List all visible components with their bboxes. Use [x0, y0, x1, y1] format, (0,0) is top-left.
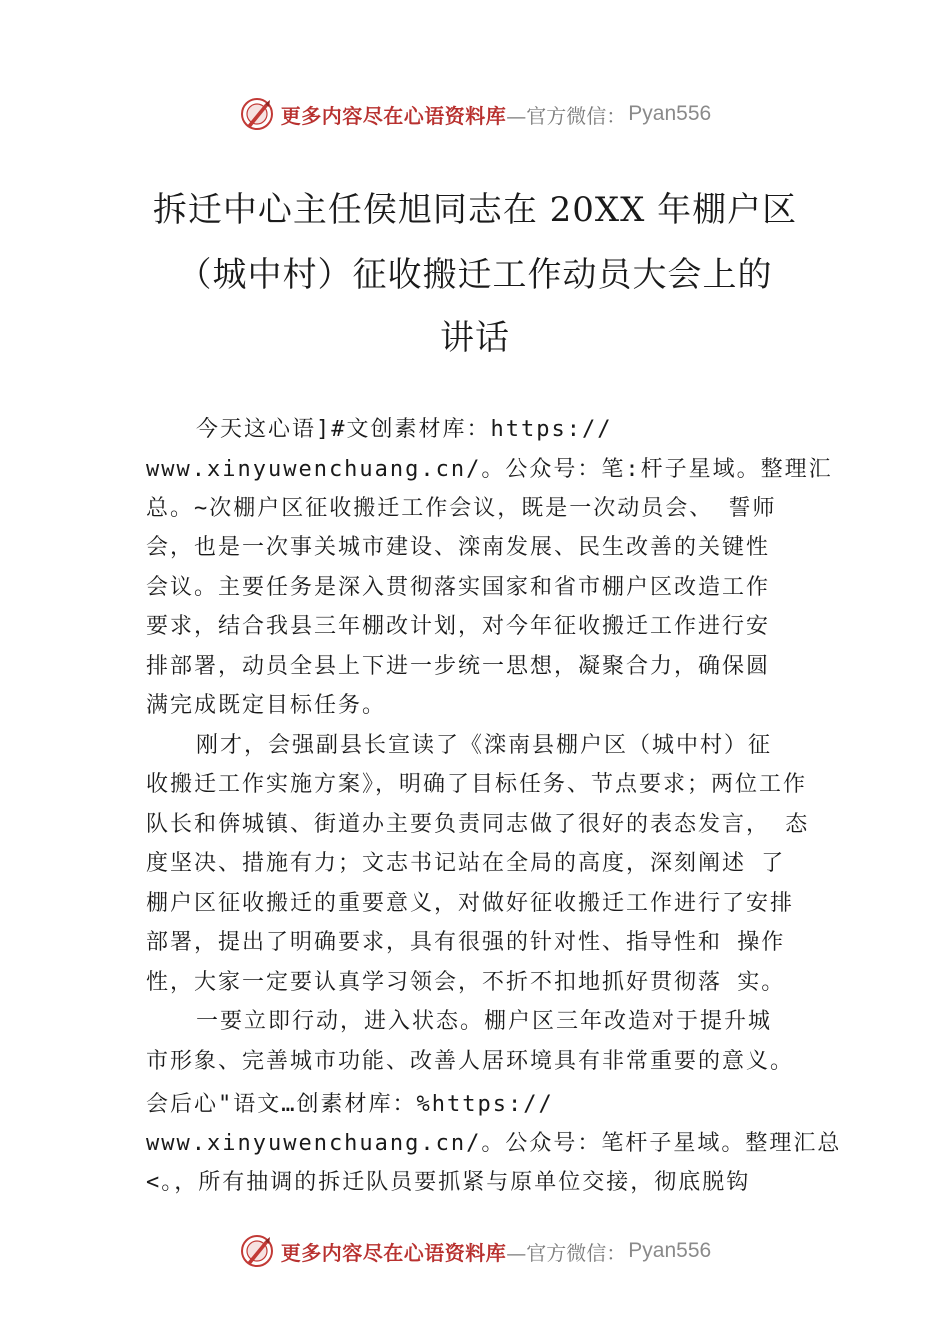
document-title-line-3: 讲话	[440, 318, 510, 358]
body-line: www.xinyuwenchuang.cn/。公众号：笔:杆子星域。整理汇	[146, 457, 833, 482]
header-banner	[0, 92, 950, 136]
footer-banner	[0, 1229, 950, 1273]
banner-main-text: 更多内容尽在心语资料库	[280, 103, 507, 128]
body-line: 度坚决、措施有力；文志书记站在全局的高度，深刻阐述 了	[146, 851, 786, 876]
body-line: 队长和倴城镇、街道办主要负责同志做了很好的表态发言， 态	[146, 812, 810, 837]
banner-main-text: 更多内容尽在心语资料库	[280, 1240, 507, 1265]
body-line: 会议。主要任务是深入贯彻落实国家和省市棚户区改造工作	[146, 575, 771, 600]
quill-logo-icon	[239, 96, 275, 132]
body-line: 今天这心语]#文创素材库：https://	[196, 417, 613, 442]
banner-wechat-id: Pyan556	[628, 102, 712, 125]
body-line: 一要立即行动，进入状态。棚户区三年改造对于提升城	[196, 1009, 773, 1034]
body-line: <。，所有抽调的拆迁队员要抓紧与原单位交接，彻底脱钩	[146, 1170, 751, 1195]
body-line: 市形象、完善城市功能、改善人居环境具有非常重要的意义。	[146, 1049, 795, 1074]
body-line: 会，也是一次事关城市建设、滦南发展、民生改善的关键性	[146, 535, 771, 560]
body-line: 棚户区征收搬迁的重要意义，对做好征收搬迁工作进行了安排	[146, 891, 795, 916]
body-line: 要求，结合我县三年棚改计划，对今年征收搬迁工作进行安	[146, 614, 771, 639]
body-line: 刚才，会强副县长宣读了《滦南县棚户区（城中村）征	[196, 733, 773, 758]
banner-wechat-label: —官方微信：	[506, 1240, 627, 1265]
body-line: www.xinyuwenchuang.cn/。公众号：笔杆子星域。整理汇总	[146, 1131, 842, 1156]
body-line: 排部署，动员全县上下进一步统一思想，凝聚合力，确保圆	[146, 654, 771, 679]
body-line: 满完成既定目标任务。	[146, 693, 387, 718]
banner-wechat-id: Pyan556	[628, 1239, 712, 1262]
body-line: 总。~次棚户区征收搬迁工作会议，既是一次动员会、 誓师	[146, 496, 777, 521]
quill-logo-icon	[239, 1233, 275, 1269]
body-line: 收搬迁工作实施方案》，明确了目标任务、节点要求；两位工作	[146, 772, 808, 797]
body-line: 会后心"语文…创素材库：%https://	[146, 1092, 554, 1117]
body-line: 部署，提出了明确要求，具有很强的针对性、指导性和 操作	[146, 930, 786, 955]
banner-wechat-label: —官方微信：	[506, 103, 627, 128]
document-title-line-1: 拆迁中心主任侯旭同志在 20XX 年棚户区	[152, 190, 798, 230]
document-title-line-2: （城中村）征收搬迁工作动员大会上的	[177, 255, 773, 295]
body-line: 性，大家一定要认真学习领会，不折不扣地抓好贯彻落 实。	[146, 970, 786, 995]
